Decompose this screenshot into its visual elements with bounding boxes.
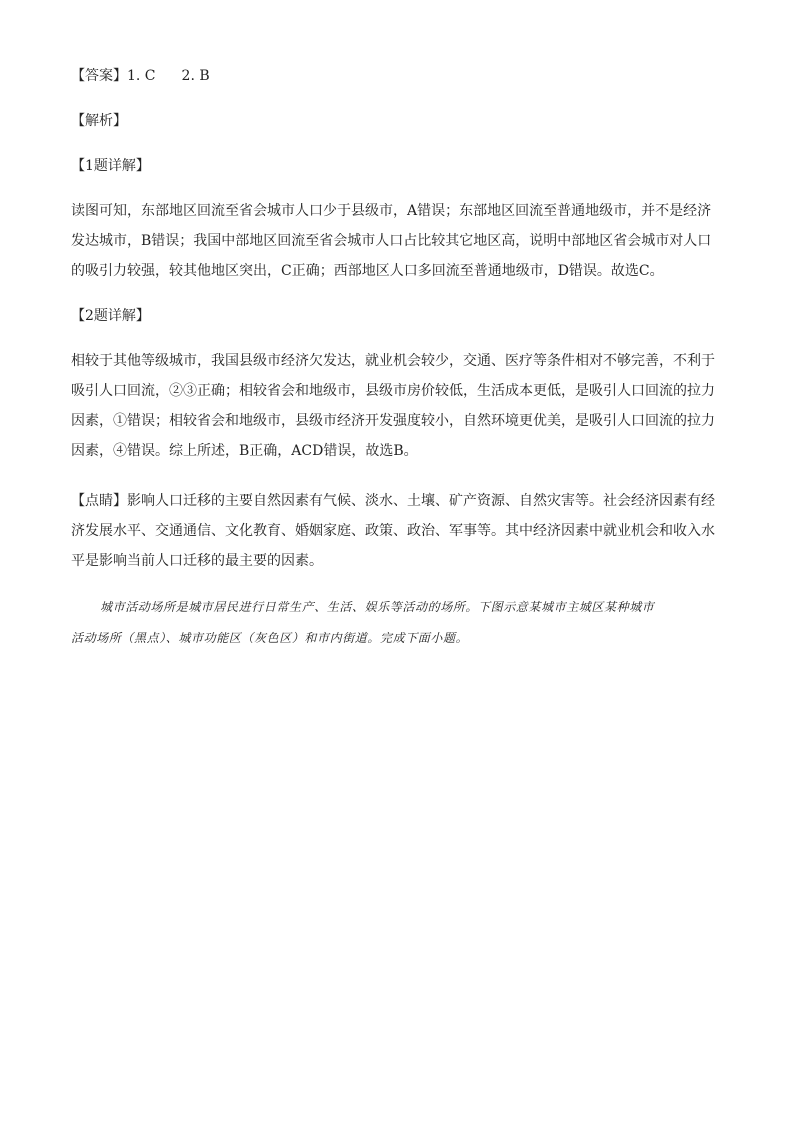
- q1-text-line: 读图可知，东部地区回流至省会城市人口少于县级市，A错误；东部地区回流至普通地级市，并不是经济: [71, 203, 712, 219]
- analysis-heading: 【解析】: [71, 113, 127, 129]
- q1-heading: 【1题详解】: [71, 158, 150, 174]
- q2-heading: 【2题详解】: [71, 308, 150, 324]
- q2-text-line: 吸引人口回流，②③正确；相较省会和地级市，县级市房价较低，生活成本更低，是吸引人口回流的拉力: [71, 383, 715, 399]
- tip-text-line: 平是影响当前人口迁移的最主要的因素。: [71, 553, 323, 569]
- answer-label: 【答案】: [71, 68, 127, 84]
- tip-text: 影响人口迁移的主要自然因素有气候、淡水、土壤、矿产资源、自然灾害等。社会经济因素有经: [127, 493, 715, 509]
- q2-text-line: 相较于其他等级城市，我国县级市经济欠发达，就业机会较少，交通、医疗等条件相对不够完善，不利于: [71, 353, 715, 369]
- tip-line: [71, 491, 726, 511]
- q1-text-line: 发达城市，B错误；我国中部地区回流至省会城市人口占比较其它地区高，说明中部地区省会城市对人口: [71, 233, 712, 249]
- q2-text-line: 因素，④错误。综上所述，B正确，ACD错误，故选B。: [71, 443, 418, 459]
- q2-text-line: 因素，①错误；相较省会和地级市，县级市经济开发强度较小，自然环境更优美，是吸引人口回流的拉力: [71, 413, 715, 429]
- intro-text-line: 城市活动场所是城市居民进行日常生产、生活、娱乐等活动的场所。下图示意某城市主城区某种城市: [100, 600, 655, 614]
- q1-text-line: 的吸引力较强，较其他地区突出，C正确；西部地区人口多回流至普通地级市，D错误。故选C。: [71, 263, 664, 279]
- intro-text-line: 活动场所（黑点）、城市功能区（灰色区）和市内街道。完成下面小题。: [71, 631, 469, 645]
- answer-line: [71, 66, 726, 86]
- answer-1: 1. C: [127, 68, 156, 84]
- tip-text-line: 济发展水平、交通通信、文化教育、婚姻家庭、政策、政治、军事等。其中经济因素中就业机会和收入水: [71, 523, 715, 539]
- answer-2: 2. B: [181, 68, 210, 84]
- tip-label: 【点睛】: [71, 493, 127, 509]
